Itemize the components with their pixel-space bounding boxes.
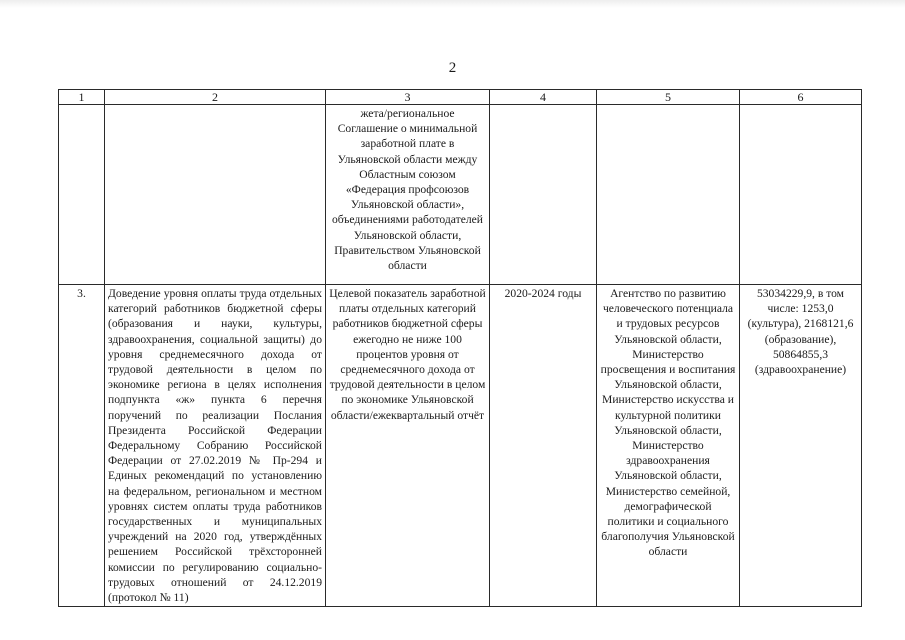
responsible-text: Агентство по развитию человеческого потенциала и трудовых ресурсов Ульяновской области, Министерство просвещения и воспитания Ульяновской области, Министерство искусства и культурной политики Ульяновской области, Министерство здравоохранения Ульяновской области, Министерство семейной, демографической политики и социального благополучия Ульяновской области bbox=[597, 285, 740, 607]
responsible-text bbox=[597, 105, 740, 285]
indicator-text: жета/региональное Соглашение о минимальной заработной плате в Ульяновской области между Областным союзом «Федерация профсоюзов Ульяновской области», объединениями работодателей Ульяновской области, Правительством Ульяновской области bbox=[326, 105, 490, 285]
finance-text bbox=[740, 105, 862, 285]
col-header-5: 5 bbox=[597, 90, 740, 105]
col-header-1: 1 bbox=[59, 90, 105, 105]
page-number: 2 bbox=[448, 60, 457, 76]
measure-name: Доведение уровня оплаты труда отдельных категорий работников бюджетной сферы (образования и науки, культуры, здравоохранения, социальной защиты) до уровня среднемесячного дохода от трудовой деятельности в целом по экономике региона в целях исполнения подпункта «ж» пункта 6 перечня поручений по реализации Послания Президента Российской Федерации Федеральному Собранию Российской Федерации от 27.02.2019 № Пр-294 и Единых рекомендаций по установлению на федеральном, региональном и местном уровнях систем оплаты труда работников государственных и муниципальных учреждений на 2020 год, утверждённых решением Российской трёхсторонней комиссии по регулированию социально-трудовых отношений от 24.12.2019 (протокол № 11) bbox=[105, 285, 326, 607]
column-number-row bbox=[59, 90, 862, 105]
plan-table bbox=[58, 89, 862, 607]
row-number bbox=[59, 105, 105, 285]
col-header-6: 6 bbox=[740, 90, 862, 105]
finance-text: 53034229,9, в том числе: 1253,0 (культура), 2168121,6 (образование), 50864855,3 (здравоохранение) bbox=[740, 285, 862, 607]
col-header-2: 2 bbox=[105, 90, 326, 105]
indicator-text: Целевой показатель заработной платы отдельных категорий работников бюджетной сферы ежегодно не ниже 100 процентов уровня от среднемесячного дохода от трудовой деятельности в целом по экономике Ульяновской области/ежеквартальный отчёт bbox=[326, 285, 490, 607]
table-row bbox=[59, 105, 862, 285]
col-header-3: 3 bbox=[326, 90, 490, 105]
col-header-4: 4 bbox=[490, 90, 597, 105]
measure-name bbox=[105, 105, 326, 285]
scan-edge bbox=[0, 0, 905, 8]
period-text: 2020-2024 годы bbox=[490, 285, 597, 607]
row-number: 3. bbox=[59, 285, 105, 607]
table-row bbox=[59, 285, 862, 607]
period-text bbox=[490, 105, 597, 285]
